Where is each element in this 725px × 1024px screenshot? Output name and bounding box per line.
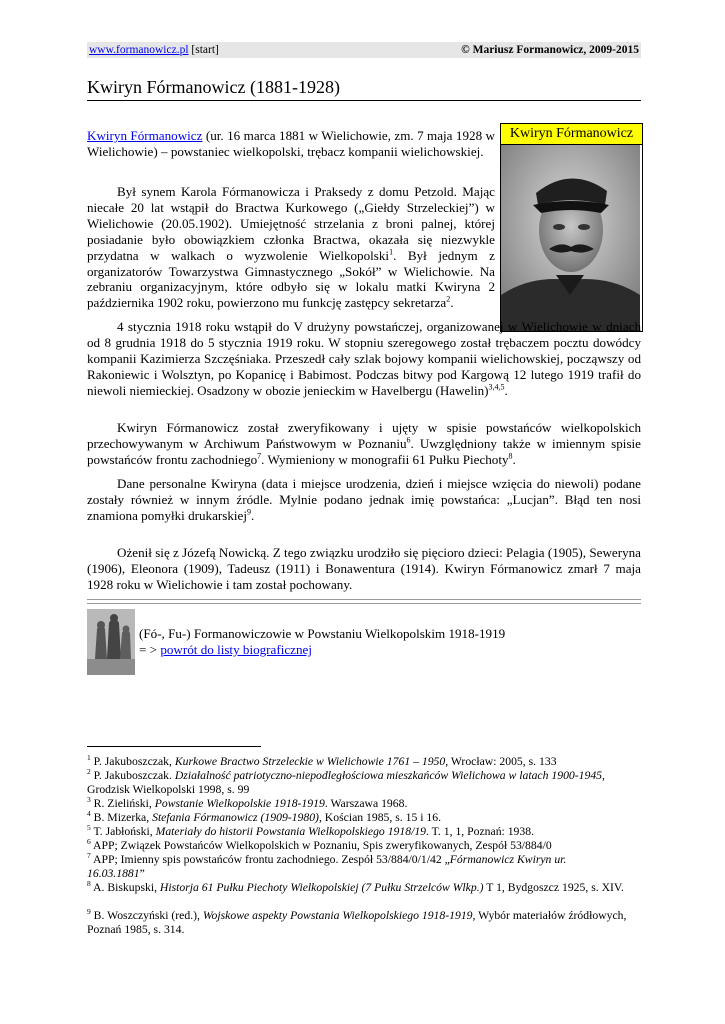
footnote <box>87 839 627 853</box>
fn-text: , Wybór materiałów źródłowych, Poznań 1985, s. 314. <box>87 909 627 937</box>
portrait-caption: Kwiryn Fórmanowicz <box>501 124 642 145</box>
fn-italic: Powstanie Wielkopolskie 1918-1919 <box>154 797 325 810</box>
fn-text: , Grodzisk Wielkopolski 1998, s. 99 <box>87 769 605 797</box>
fn-text: ” <box>139 867 145 881</box>
person-link[interactable]: Kwiryn Fórmanowicz <box>87 128 203 143</box>
footnote <box>87 853 627 881</box>
footnote-ref[interactable]: 2 <box>446 294 451 304</box>
start-link[interactable]: [start] <box>191 44 219 56</box>
p5-text: Dane personalne Kwiryna (data i miejsce urodzenia, dzień i miejsce wzięcia do niewoli) podane zostały również w innym źródle. Mylnie podano jednak imię powstańca: „Lucjan”. Błąd ten nosi znamiona pomyłki drukarskiej <box>87 476 641 523</box>
portrait-photo <box>501 145 640 331</box>
paragraph-biography-5 <box>87 545 641 593</box>
arrow-text: = > <box>139 641 161 657</box>
footnote-ref[interactable]: 9 <box>247 507 251 517</box>
footnote-rule <box>87 746 261 747</box>
fn-text: R. Zieliński, <box>93 797 155 810</box>
fn-text: . Warszawa 1968. <box>324 797 408 810</box>
p2-end: . <box>450 295 454 311</box>
copyright: © Mariusz Formanowicz, 2009-2015 <box>461 44 639 56</box>
p4-text: Kwiryn Fórmanowicz został zweryfikowany i ujęty w spisie powstańców wielkopolskich przechowywanym w Archiwum Państwowym w Poznaniu <box>87 420 641 451</box>
footnote <box>87 811 627 825</box>
footnote-ref[interactable]: 1 <box>389 247 394 257</box>
p5-end: . <box>251 507 255 523</box>
p4-text2: . Uwzględniony także w imiennym spisie powstańców frontu zachodniego <box>87 435 641 467</box>
footnote <box>87 797 627 811</box>
fn-italic: Działalność patriotyczno-niepodległościowa mieszkańców Wielichowa w latach 1900-1945 <box>174 769 603 782</box>
related-title: (Fó-, Fu-) Formanowiczowie w Powstaniu Wielkopolskim 1918-1919 <box>139 626 506 641</box>
footnote <box>87 825 627 839</box>
fn-italic: Stefania Fórmanowicz (1909-1980) <box>152 811 319 824</box>
related-links <box>139 626 505 658</box>
footnote-ref[interactable]: 3,4,5 <box>488 382 505 392</box>
fn-text: , Wrocław: 2005, s. 133 <box>445 755 557 768</box>
site-link[interactable]: www.formanowicz.pl <box>89 44 189 56</box>
p6-text: Ożenił się z Józefą Nowicką. Z tego związku urodziło się pięcioro dzieci: Pelagia (1905), Seweryna (1906), Eleonora (1909), Tadeusz (1911) i Bonawentura (1914). Kwiryn Fórmanowicz zmarł 7 maja 1928 roku w Wielichowie i tam został pochowany. <box>87 545 641 592</box>
page-title: Kwiryn Fórmanowicz (1881-1928) <box>87 76 641 101</box>
fn-text: . T. 1, 1, Poznań: 1938. <box>426 825 535 838</box>
portrait-frame <box>500 123 643 332</box>
footnote-number: 6 <box>87 837 91 847</box>
fn-italic: Materiały do historii Powstania Wielkopolskiego 1918/19 <box>155 825 427 838</box>
footnote-number: 4 <box>87 809 91 819</box>
p3-end: . <box>504 382 508 398</box>
paragraph-biography-4 <box>87 476 641 524</box>
intro-text: (ur. 16 marca 1881 w Wielichowie, zm. 7 maja 1928 w Wielichowie) – powstaniec wielkopolski, trębacz kompanii wielichowskiej. <box>87 128 495 159</box>
p2-text2: . Był jednym z organizatorów Towarzystwa Gimnastycznego „Sokół” w Wielichowie. Na zebraniu organizacyjnym, które odbyło się w lokalu matki Kwiryna 2 października 1902 roku, powierzono mu funkcję zastępcy sekretarza <box>87 247 495 311</box>
header-bar <box>87 42 641 58</box>
footnote <box>87 769 627 797</box>
footnote-ref[interactable]: 8 <box>508 451 513 461</box>
fn-text: P. Jakuboszczak. <box>93 769 175 782</box>
footnote-ref[interactable]: 7 <box>257 451 262 461</box>
fn-italic: Kurkowe Bractwo Strzeleckie w Wielichowie 1761 – 1950 <box>174 755 446 768</box>
fn-text: APP; Imienny spis powstańców frontu zachodniego. Zespół 53/884/0/1/42 „ <box>93 853 450 866</box>
fn-italic: Fórmanowicz Kwiryn ur. 16.03.1881 <box>87 853 567 881</box>
p3-text: 4 stycznia 1918 roku wstąpił do V drużyny powstańczej, organizowanej w Wielichowie w dniach od 8 grudnia 1918 do 5 stycznia 1919 roku. W stopniu szeregowego został trębaczem pocztu dowódcy kompanii Kazimierza Szczęśniaka. Przeszedł cały szlak bojowy kompanii wielichowskiej, począwszy od Rakoniewic i Wolsztyn, po Kopanicę i Babimost. Podczas bitwy pod Kargową 12 lutego 1919 trafił do niewoli niemieckiej. Osadzony w obozie jenieckim w Havelbergu (Hawelin) <box>87 319 641 398</box>
footnote <box>87 755 627 769</box>
footnote <box>87 909 627 937</box>
fn-text: T. Jabłoński, <box>93 825 156 838</box>
footnote-ref[interactable]: 6 <box>406 435 411 445</box>
fn-italic: Wojskowe aspekty Powstania Wielkopolskiego 1918-1919 <box>202 909 473 922</box>
p2-text: Był synem Karola Fórmanowicza i Praksedy z domu Petzold. Mając niecałe 20 lat wstąpił do Bractwa Kurkowego („Giełdy Strzeleckiej”) w Wielichowie (20.05.1902). Umiejętność strzelania z broni palnej, której posiadanie było obowiązkiem członka Bractwa, okazała się niezwykle przydatna w walkach o wyzwolenie Wielkopolski <box>87 184 495 263</box>
footnote-number: 7 <box>87 851 91 861</box>
paragraph-intro <box>87 128 495 160</box>
p4-end: . <box>512 451 516 467</box>
fn-text: P. Jakuboszczak, <box>93 755 175 768</box>
footnote-number: 5 <box>87 823 91 833</box>
footnote-number: 9 <box>87 907 91 917</box>
footnote-number: 1 <box>87 753 91 763</box>
fn-text: B. Mizerka, <box>93 811 153 824</box>
footnote <box>87 881 627 895</box>
paragraph-biography-2 <box>87 319 641 399</box>
fn-text: T 1, Bydgoszcz 1925, s. XIV. <box>483 881 624 894</box>
p4-text3: . Wymieniony w monografii 61 Pułku Piechoty <box>261 451 509 467</box>
monument-thumbnail[interactable] <box>87 609 135 675</box>
fn-text: , Kościan 1985, s. 15 i 16. <box>318 811 442 824</box>
fn-text: APP; Związek Powstańców Wielkopolskich w Poznaniu, Spis zweryfikowanych, Zespół 53/884/0 <box>93 839 552 852</box>
section-divider <box>87 599 641 604</box>
fn-italic: Historja 61 Pułku Piechoty Wielkopolskiej (7 Pułku Strzelców Wlkp.) <box>159 881 484 894</box>
footnote-number: 3 <box>87 795 91 805</box>
paragraph-biography-1 <box>87 184 495 311</box>
footnote-number: 8 <box>87 879 91 889</box>
paragraph-biography-3 <box>87 420 641 468</box>
header-left <box>89 42 219 58</box>
back-to-list-link[interactable]: powrót do listy biograficznej <box>160 641 312 657</box>
back-row <box>139 642 505 658</box>
fn-text: B. Woszczyński (red.), <box>93 909 203 922</box>
footnote-number: 2 <box>87 767 91 777</box>
fn-text: A. Biskupski, <box>93 881 160 894</box>
